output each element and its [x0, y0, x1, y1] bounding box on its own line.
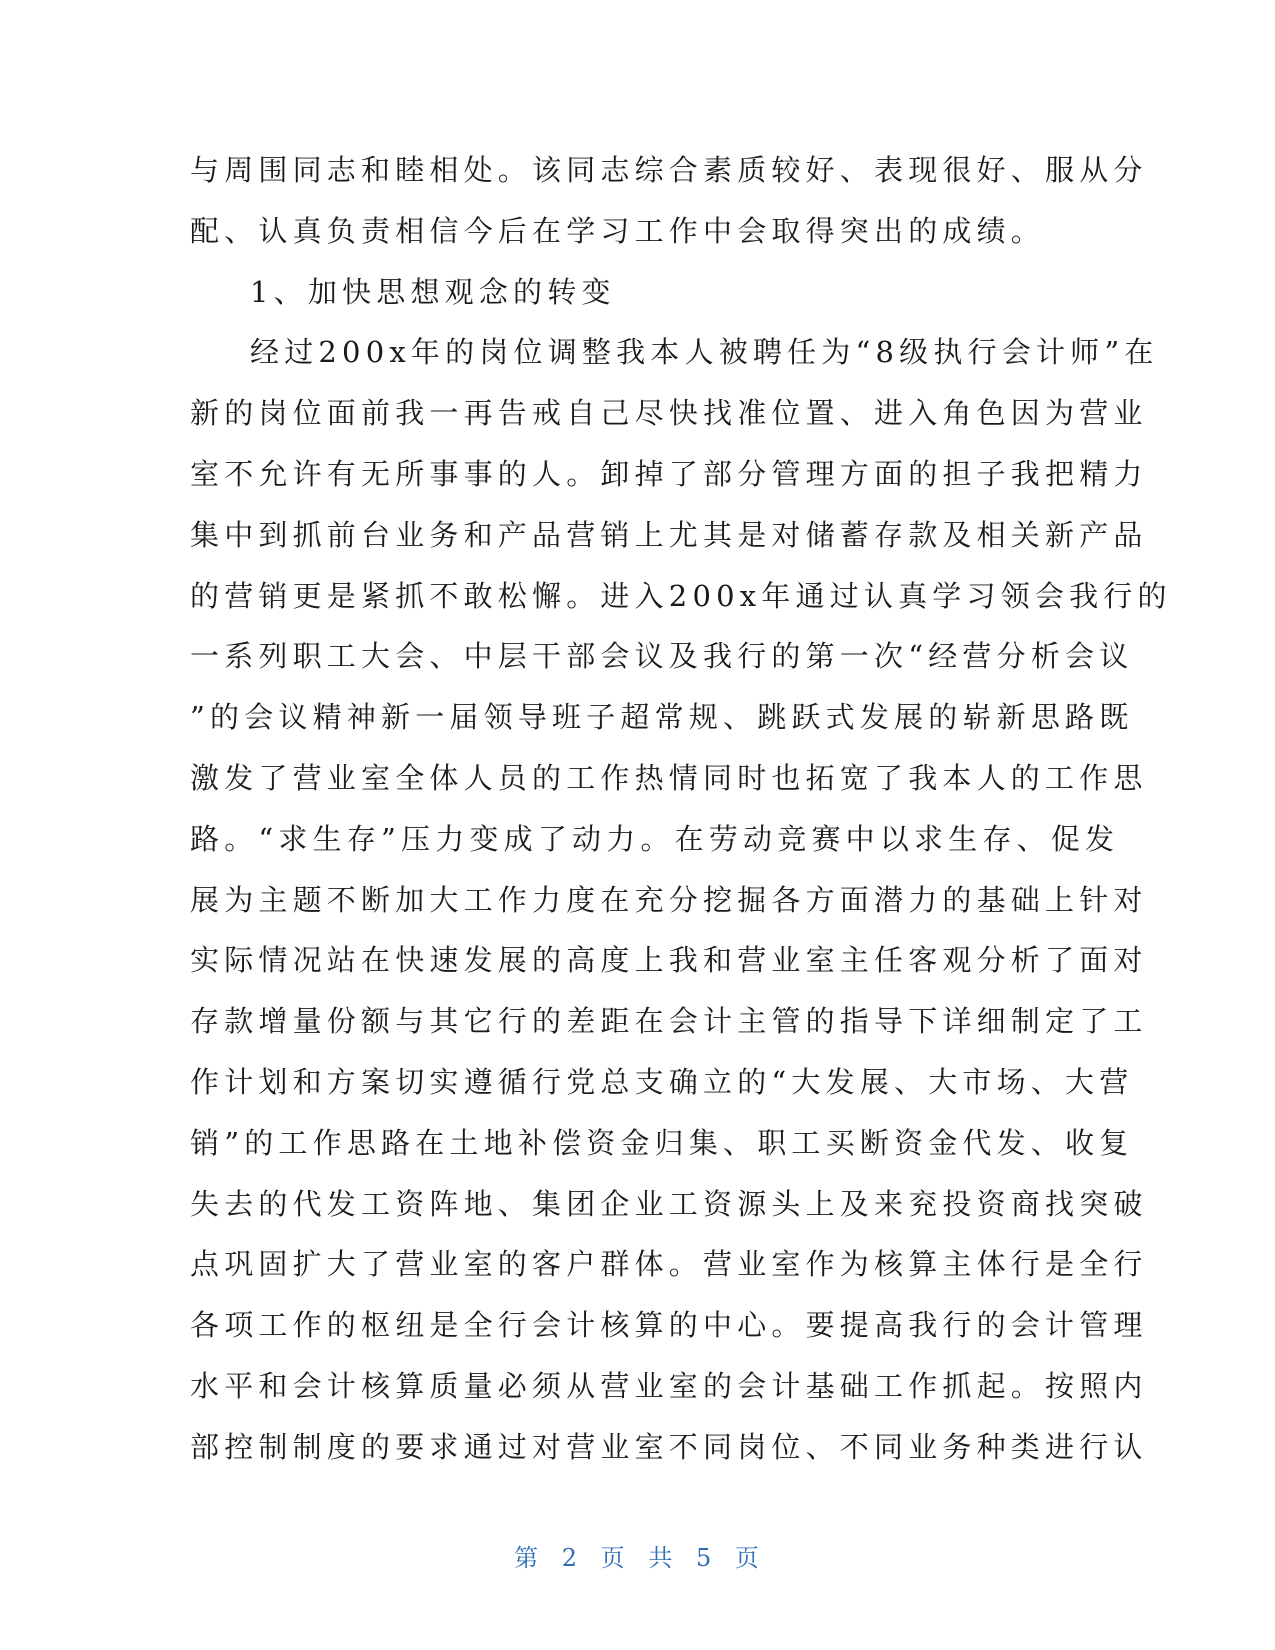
text-line: 集中到抓前台业务和产品营销上尤其是对储蓄存款及相关新产品 [190, 517, 1148, 552]
text-line: 与周围同志和睦相处。该同志综合素质较好、表现很好、服从分 [190, 153, 1148, 187]
text-line: 室不允许有无所事事的人。卸掉了部分管理方面的担子我把精力 [190, 456, 1148, 491]
footer-page-unit: 页 [600, 1544, 627, 1572]
text-line: 存款增量份额与其它行的差距在会计主管的指导下详细制定了工 [190, 1004, 1148, 1039]
text-line: 配、认真负责相信今后在学习工作中会取得突出的成绩。 [190, 213, 1046, 248]
text-line: 路。“求生存”压力变成了动力。在劳动竞赛中以求生存、促发 [190, 821, 1120, 856]
text-line: 失去的代发工资阵地、集团企业工资源头上及来兖投资商找突破 [190, 1186, 1148, 1221]
text-line: 经过200x年的岗位调整我本人被聘任为“8级执行会计师”在 [250, 335, 1159, 370]
text-line: 展为主题不断加大工作力度在充分挖掘各方面潜力的基础上针对 [190, 882, 1148, 917]
text-line: 部控制制度的要求通过对营业室不同岗位、不同业务种类进行认 [190, 1429, 1148, 1464]
text-line: 水平和会计核算质量必须从营业室的会计基础工作抓起。按照内 [190, 1368, 1148, 1403]
current-page-number: 2 [561, 1544, 580, 1572]
text-line: 的营销更是紧抓不敢松懈。进入200x年通过认真学习领会我行的 [190, 578, 1172, 613]
footer-total-prefix: 共 [648, 1544, 675, 1572]
text-line: 一系列职工大会、中层干部会议及我行的第一次“经营分析会议 [190, 639, 1134, 674]
total-page-count: 5 [695, 1544, 714, 1572]
section-heading: 1、加快思想观念的转变 [250, 274, 616, 309]
document-body [190, 140, 1172, 1478]
text-line: 点巩固扩大了营业室的客户群体。营业室作为核算主体行是全行 [190, 1247, 1148, 1282]
page-number-footer [0, 1538, 1275, 1573]
text-line: 激发了营业室全体人员的工作热情同时也拓宽了我本人的工作思 [190, 760, 1148, 795]
text-line: 各项工作的枢纽是全行会计核算的中心。要提高我行的会计管理 [190, 1308, 1148, 1343]
text-line: 销”的工作思路在土地补偿资金归集、职工买断资金代发、收复 [190, 1125, 1134, 1160]
footer-prefix: 第 [514, 1544, 541, 1572]
footer-total-unit: 页 [734, 1544, 761, 1572]
text-line: 实际情况站在快速发展的高度上我和营业室主任客观分析了面对 [190, 943, 1148, 978]
text-line: ”的会议精神新一届领导班子超常规、跳跃式发展的崭新思路既 [190, 700, 1134, 735]
text-line: 作计划和方案切实遵循行党总支确立的“大发展、大市场、大营 [190, 1064, 1134, 1099]
text-line: 新的岗位面前我一再告戒自己尽快找准位置、进入角色因为营业 [190, 396, 1148, 431]
